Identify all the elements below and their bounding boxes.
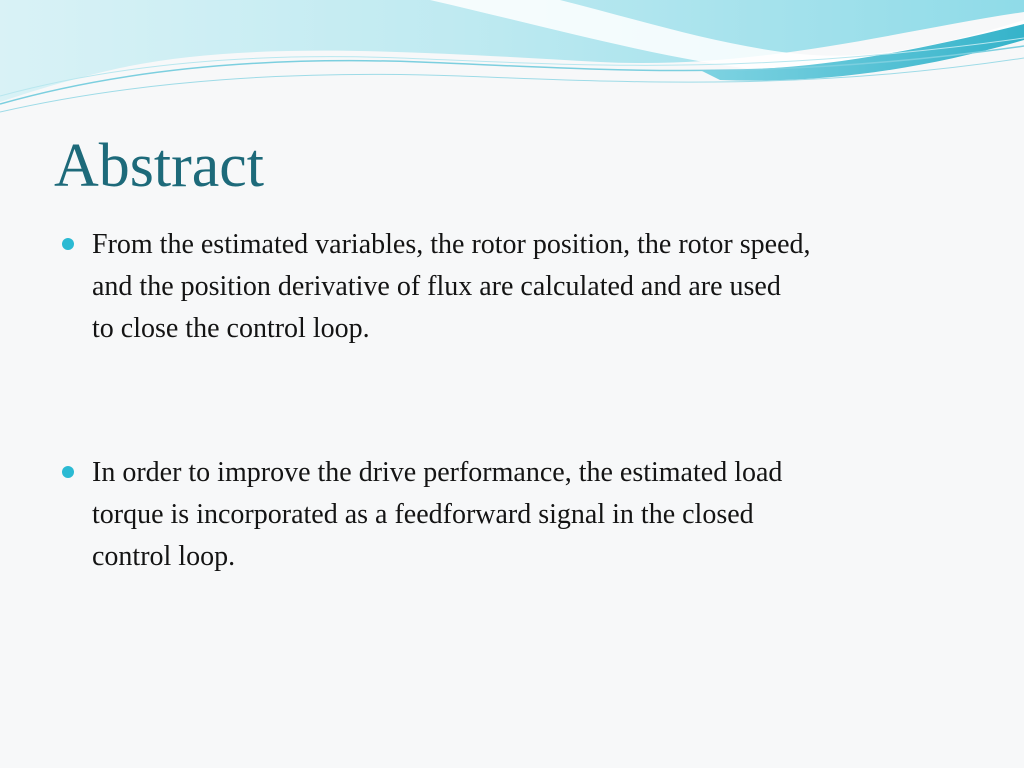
bullet-text-line: From the estimated variables, the rotor position, the rotor speed, (92, 229, 811, 260)
bullet-item (62, 224, 982, 350)
bullet-text-line: and the position derivative of flux are calculated and are used (92, 271, 781, 302)
bullet-marker-icon (62, 238, 74, 250)
bullet-list (62, 224, 982, 578)
decorative-wave-header (0, 0, 1024, 130)
bullet-marker-icon (62, 466, 74, 478)
bullet-text-line: torque is incorporated as a feedforward signal in the closed (92, 499, 754, 530)
bullet-text-line: In order to improve the drive performance, the estimated load (92, 457, 783, 488)
bullet-text-line: control loop. (92, 541, 236, 572)
slide-title: Abstract (54, 132, 265, 200)
bullet-text-line: to close the control loop. (92, 313, 370, 344)
bullet-item (62, 452, 982, 578)
